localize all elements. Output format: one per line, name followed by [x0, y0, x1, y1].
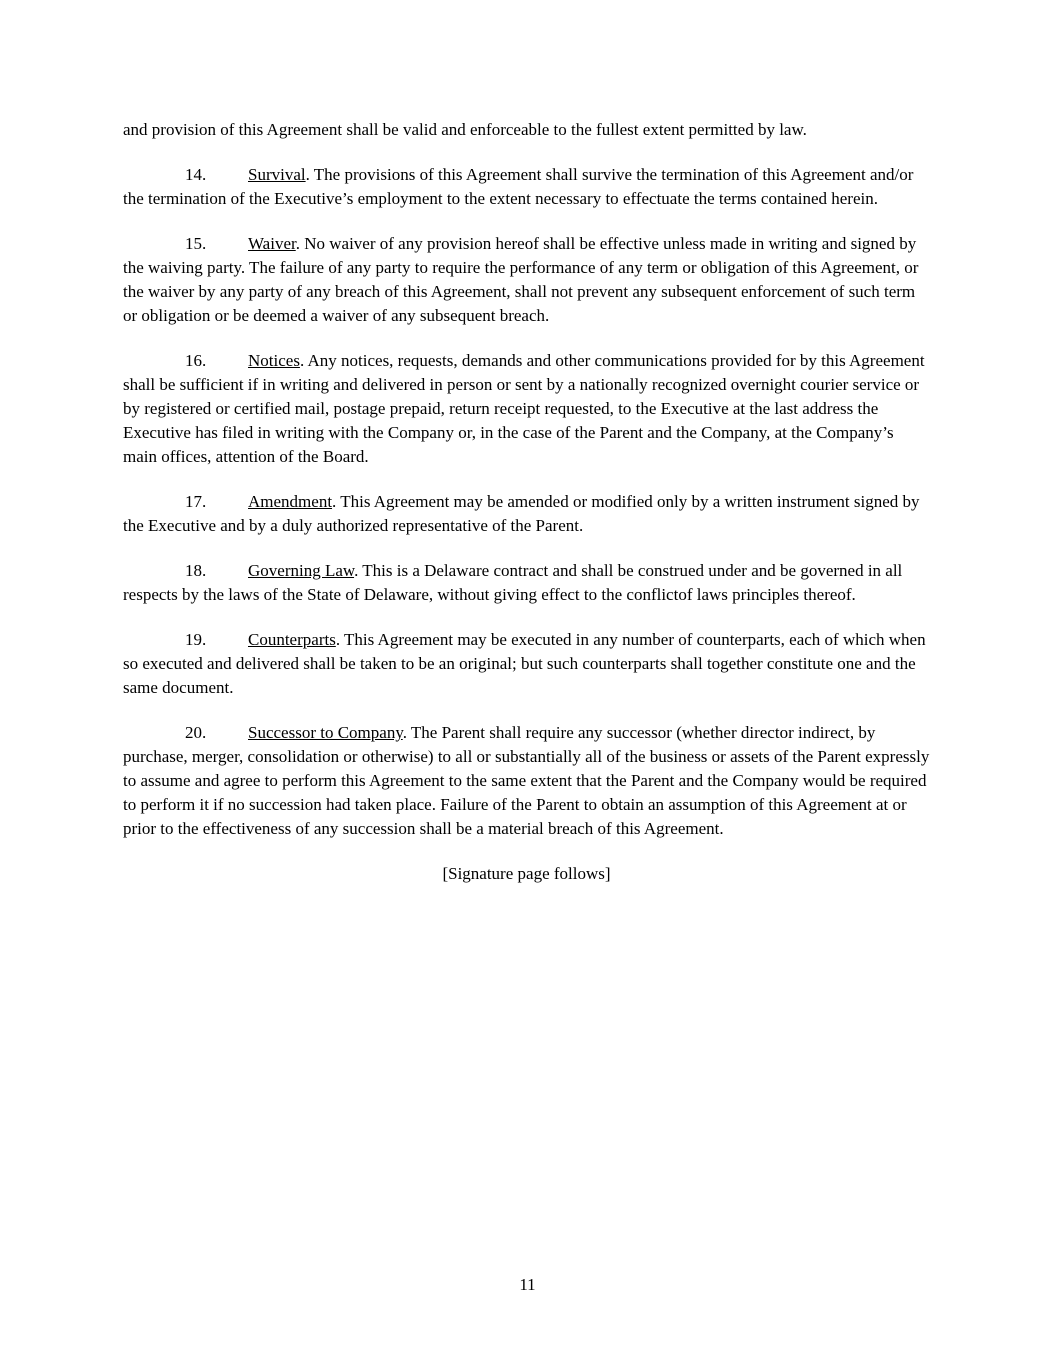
- intro-paragraph-text: and provision of this Agreement shall be valid and enforceable to the fullest extent permitted by law.: [123, 120, 807, 139]
- paragraph-section-16: [123, 349, 930, 469]
- section-heading: Amendment: [248, 492, 333, 511]
- section-body: . This is a Delaware contract and shall be construed under and be governed in all respects by the laws of the State of Delaware, without giving effect to the conflictof laws principles thereof.: [123, 561, 903, 604]
- section-body: . The provisions of this Agreement shall survive the termination of this Agreement and/or the termination of the Executive’s employment to the extent necessary to effectuate the terms contained herein.: [123, 165, 914, 208]
- section-number: 14.: [185, 165, 207, 184]
- section-number: 19.: [185, 630, 207, 649]
- section-heading: Counterparts: [248, 630, 336, 649]
- section-number: 15.: [185, 234, 207, 253]
- intro-paragraph: [123, 118, 930, 142]
- page-number: 11: [519, 1275, 536, 1294]
- section-body: . This Agreement may be amended or modified only by a written instrument signed by the Executive and by a duly authorized representative of the Parent.: [123, 492, 920, 535]
- section-heading: Governing Law: [248, 561, 355, 580]
- paragraph-section-14: [123, 163, 930, 211]
- section-body: . The Parent shall require any successor (whether director indirect, by purchase, merger, consolidation or otherwise) to all or substantially all of the business or assets of the Parent expressly to assume and agree to perform this Agreement to the same extent that the Parent and the Company would be required to perform it if no succession had taken place. Failure of the Parent to obtain an assumption of this Agreement at or prior to the effectiveness of any succession shall be a material breach of this Agreement.: [123, 723, 930, 838]
- paragraph-section-18: [123, 559, 930, 607]
- section-number: 20.: [185, 723, 207, 742]
- paragraph-section-17: [123, 490, 930, 538]
- paragraph-section-15: [123, 232, 930, 328]
- section-heading: Notices: [248, 351, 300, 370]
- paragraph-section-19: [123, 628, 930, 700]
- section-number: 18.: [185, 561, 207, 580]
- section-heading: Survival: [248, 165, 306, 184]
- section-number: 16.: [185, 351, 207, 370]
- section-body: . Any notices, requests, demands and other communications provided for by this Agreement shall be sufficient if in writing and delivered in person or sent by a nationally recognized overnight courier service or by registered or certified mail, postage prepaid, return receipt requested, to the Executive at the last address the Executive has filed in writing with the Company or, in the case of the Parent and the Company, at the Company’s main offices, attention of the Board.: [123, 351, 925, 466]
- section-body: . No waiver of any provision hereof shall be effective unless made in writing and signed by the waiving party. The failure of any party to require the performance of any term or obligation of this Agreement, or the waiver by any party of any breach of this Agreement, shall not prevent any subsequent enforcement of such term or obligation or be deemed a waiver of any subsequent breach.: [123, 234, 919, 325]
- signature-page-note: [Signature page follows]: [442, 864, 611, 883]
- section-number: 17.: [185, 492, 207, 511]
- section-heading: Successor to Company: [248, 723, 403, 742]
- paragraph-section-20: [123, 721, 930, 841]
- section-body: . This Agreement may be executed in any number of counterparts, each of which when so executed and delivered shall be taken to be an original; but such counterparts shall together constitute one and the same document.: [123, 630, 926, 697]
- section-heading: Waiver: [248, 234, 296, 253]
